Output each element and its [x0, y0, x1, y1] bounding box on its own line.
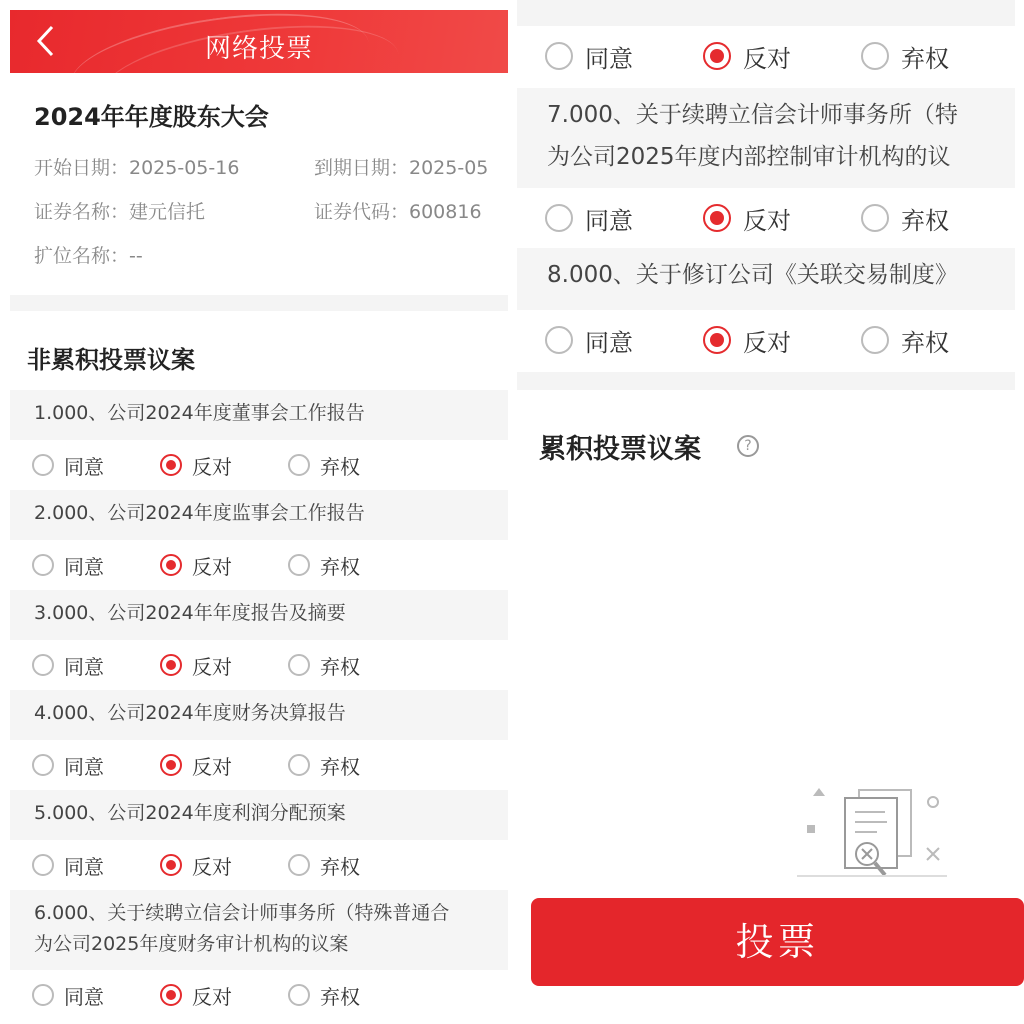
radio-icon[interactable]	[545, 42, 573, 70]
proposal-title-line: 6.000、关于续聘立信会计师事务所（特殊普通合	[34, 902, 450, 924]
proposal-title	[10, 890, 508, 970]
radio-icon[interactable]	[861, 326, 889, 354]
vote-option-agree[interactable]	[32, 970, 104, 1020]
vote-option-label: 反对	[192, 654, 232, 679]
proposal-title	[10, 590, 508, 640]
vote-option-label: 同意	[585, 44, 633, 73]
vote-option-agree[interactable]	[32, 440, 104, 490]
proposal-title-line: 5.000、公司2024年度利润分配预案	[34, 802, 346, 824]
vote-option-label: 弃权	[901, 328, 949, 357]
vote-option-label: 弃权	[320, 454, 360, 479]
submit-vote-button[interactable]: 投票	[531, 898, 1024, 986]
proposal-title-line: 2.000、公司2024年度监事会工作报告	[34, 502, 365, 524]
proposal-title-line: 为公司2025年度财务审计机构的议案	[34, 933, 349, 955]
vote-option-label: 同意	[64, 554, 104, 579]
radio-icon[interactable]	[32, 654, 54, 676]
non-cumulative-section-title: 非累积投票议案	[27, 346, 195, 374]
vote-option-abstain[interactable]	[861, 26, 949, 86]
radio-icon[interactable]	[861, 204, 889, 232]
vote-option-abstain[interactable]	[288, 970, 360, 1020]
radio-icon[interactable]	[160, 984, 182, 1006]
meeting-info-card	[10, 73, 508, 295]
vote-option-label: 反对	[192, 854, 232, 879]
proposal-title	[517, 248, 1015, 310]
radio-icon[interactable]	[160, 754, 182, 776]
proposal-title-line: 7.000、关于续聘立信会计师事务所（特	[547, 102, 958, 128]
radio-icon[interactable]	[32, 454, 54, 476]
section-separator	[517, 372, 1015, 390]
start-date: 开始日期：2025-05-16	[34, 157, 240, 179]
radio-icon[interactable]	[703, 204, 731, 232]
radio-icon[interactable]	[160, 654, 182, 676]
proposal-title	[517, 88, 1015, 188]
vote-options-row	[10, 640, 508, 690]
vote-option-oppose[interactable]	[160, 740, 232, 790]
vote-option-label: 同意	[64, 854, 104, 879]
vote-option-label: 反对	[743, 328, 791, 357]
radio-icon[interactable]	[288, 654, 310, 676]
vote-options-row	[517, 310, 1015, 370]
vote-option-agree[interactable]	[32, 640, 104, 690]
vote-option-abstain[interactable]	[288, 640, 360, 690]
vote-option-oppose[interactable]	[703, 188, 791, 248]
vote-options-row	[10, 840, 508, 890]
proposal-title-line: 为公司2025年度内部控制审计机构的议	[547, 144, 951, 170]
help-circle-icon[interactable]: ?	[737, 435, 759, 457]
vote-option-label: 同意	[64, 754, 104, 779]
cumulative-section-title: 累积投票议案	[539, 434, 701, 465]
vote-option-abstain[interactable]	[861, 310, 949, 370]
vote-option-oppose[interactable]	[160, 840, 232, 890]
vote-option-abstain[interactable]	[288, 740, 360, 790]
extended-name: 扩位名称：--	[34, 245, 143, 267]
vote-option-agree[interactable]	[32, 840, 104, 890]
vote-option-label: 反对	[192, 454, 232, 479]
radio-icon[interactable]	[861, 42, 889, 70]
vote-option-abstain[interactable]	[288, 440, 360, 490]
radio-icon[interactable]	[32, 554, 54, 576]
radio-icon[interactable]	[703, 326, 731, 354]
radio-icon[interactable]	[545, 326, 573, 354]
vote-option-label: 同意	[64, 654, 104, 679]
top-separator	[517, 0, 1015, 26]
vote-option-label: 弃权	[901, 206, 949, 235]
vote-option-label: 弃权	[320, 654, 360, 679]
radio-icon[interactable]	[32, 754, 54, 776]
proposal-title	[10, 390, 508, 440]
security-code: 证券代码：600816	[314, 201, 482, 223]
vote-options-row	[10, 740, 508, 790]
radio-icon[interactable]	[288, 854, 310, 876]
proposal-title	[10, 790, 508, 840]
vote-option-oppose[interactable]	[160, 970, 232, 1020]
vote-option-abstain[interactable]	[861, 188, 949, 248]
radio-icon[interactable]	[160, 554, 182, 576]
vote-option-label: 反对	[192, 554, 232, 579]
end-date: 到期日期：2025-05	[314, 157, 489, 179]
proposal-title-line: 1.000、公司2024年度董事会工作报告	[34, 402, 365, 424]
vote-option-label: 反对	[192, 984, 232, 1009]
vote-option-label: 同意	[64, 454, 104, 479]
vote-options-row	[10, 540, 508, 590]
vote-option-label: 反对	[743, 206, 791, 235]
vote-option-agree[interactable]	[545, 188, 633, 248]
meeting-title: 2024年年度股东大会	[34, 103, 269, 131]
radio-icon[interactable]	[32, 854, 54, 876]
vote-option-agree[interactable]	[545, 310, 633, 370]
vote-option-oppose[interactable]	[703, 310, 791, 370]
vote-option-label: 同意	[64, 984, 104, 1009]
vote-option-oppose[interactable]	[160, 440, 232, 490]
vote-option-abstain[interactable]	[288, 540, 360, 590]
right-screen	[517, 0, 1024, 1024]
page-title: 网络投票	[204, 34, 313, 64]
vote-options-row	[517, 26, 1015, 86]
radio-icon[interactable]	[288, 554, 310, 576]
vote-option-oppose[interactable]	[160, 540, 232, 590]
section-separator	[10, 295, 508, 311]
vote-option-label: 同意	[585, 328, 633, 357]
proposal-title-line: 4.000、公司2024年度财务决算报告	[34, 702, 346, 724]
vote-options-row	[10, 970, 508, 1020]
vote-option-label: 同意	[585, 206, 633, 235]
radio-icon[interactable]	[160, 454, 182, 476]
vote-option-agree[interactable]	[32, 740, 104, 790]
vote-option-oppose[interactable]	[703, 26, 791, 86]
radio-icon[interactable]	[160, 854, 182, 876]
radio-icon[interactable]	[32, 984, 54, 1006]
radio-icon[interactable]	[288, 754, 310, 776]
vote-option-agree[interactable]	[32, 540, 104, 590]
vote-option-label: 弃权	[320, 554, 360, 579]
proposal-title	[10, 690, 508, 740]
empty-document-icon	[797, 780, 947, 890]
radio-icon[interactable]	[288, 454, 310, 476]
radio-icon[interactable]	[703, 42, 731, 70]
vote-option-label: 弃权	[320, 984, 360, 1009]
vote-option-oppose[interactable]	[160, 640, 232, 690]
vote-options-row	[517, 188, 1015, 248]
vote-option-label: 弃权	[320, 854, 360, 879]
vote-option-label: 弃权	[901, 44, 949, 73]
vote-option-label: 反对	[743, 44, 791, 73]
vote-option-label: 弃权	[320, 754, 360, 779]
proposal-title-line: 8.000、关于修订公司《关联交易制度》	[547, 262, 958, 288]
proposal-title-line: 3.000、公司2024年年度报告及摘要	[34, 602, 346, 624]
security-name: 证券名称：建元信托	[34, 201, 206, 223]
vote-option-agree[interactable]	[545, 26, 633, 86]
vote-options-row	[10, 440, 508, 490]
top-nav-bar	[10, 10, 508, 73]
vote-option-abstain[interactable]	[288, 840, 360, 890]
radio-icon[interactable]	[545, 204, 573, 232]
radio-icon[interactable]	[288, 984, 310, 1006]
proposal-title	[10, 490, 508, 540]
vote-option-label: 反对	[192, 754, 232, 779]
